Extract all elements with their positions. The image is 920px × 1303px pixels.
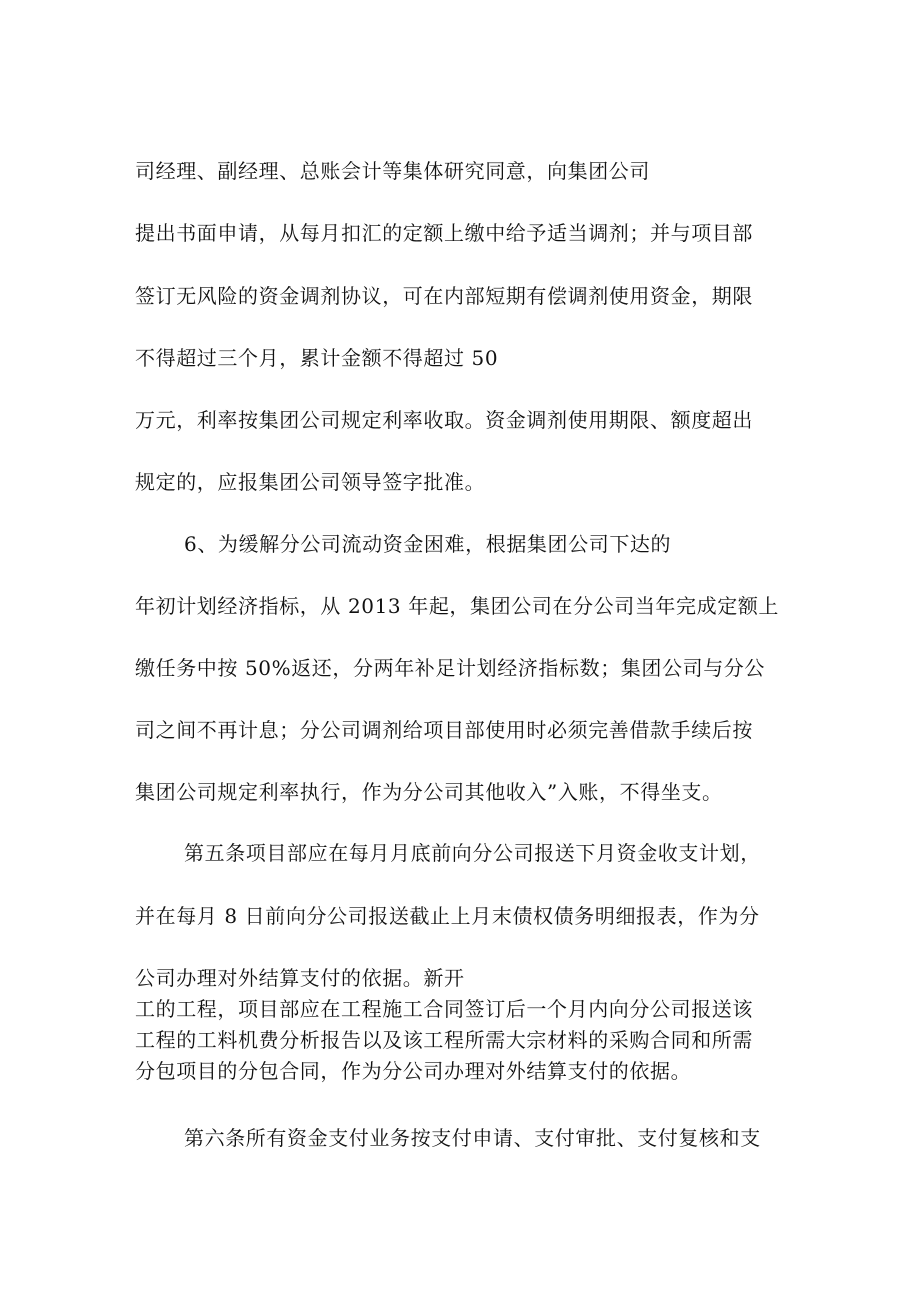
text-line: 并在每月 8 日前向分公司报送截止上月末债权债务明细报表，作为分	[135, 904, 760, 928]
text-line: 工程的工料机费分析报告以及该工程所需大宗材料的采购合同和所需	[135, 1028, 753, 1052]
text-line: 司经理、副经理、总账会计等集体研究同意，向集团公司	[135, 159, 650, 183]
text-line: 公司办理对外结算支付的依据。新开	[135, 966, 465, 990]
text-line: 规定的，应报集团公司领导签字批准。	[135, 470, 486, 494]
text-line: 分包项目的分包合同，作为分公司办理对外结算支付的依据。	[135, 1059, 692, 1083]
article-heading-line: 第六条所有资金支付业务按支付申请、支付审批、支付复核和支	[184, 1126, 761, 1150]
text-line: 万元，利率按集团公司规定利率收取。资金调剂使用期限、额度超出	[135, 408, 753, 432]
text-line: 年初计划经济指标，从 2013 年起，集团公司在分公司当年完成定额上	[135, 594, 780, 618]
text-line: 集团公司规定利率执行，作为分公司其他收入”入账，不得坐支。	[135, 780, 723, 804]
article-heading-line: 第五条项目部应在每月月底前向分公司报送下月资金收支计划，	[184, 841, 761, 865]
text-line: 缴任务中按 50%返还，分两年补足计划经济指标数；集团公司与分公	[135, 656, 766, 680]
text-line: 提出书面申请，从每月扣汇的定额上缴中给予适当调剂；并与项目部	[135, 221, 753, 245]
text-line: 签订无风险的资金调剂协议，可在内部短期有偿调剂使用资金，期限	[135, 284, 753, 308]
text-line: 不得超过三个月，累计金额不得超过 50	[135, 346, 499, 370]
text-line: 工的工程，项目部应在工程施工合同签订后一个月内向分公司报送该	[135, 997, 753, 1021]
paragraph-start-line: 6、为缓解分公司流动资金困难，根据集团公司下达的	[184, 532, 672, 556]
text-line: 司之间不再计息；分公司调剂给项目部使用时必须完善借款手续后按	[135, 718, 753, 742]
